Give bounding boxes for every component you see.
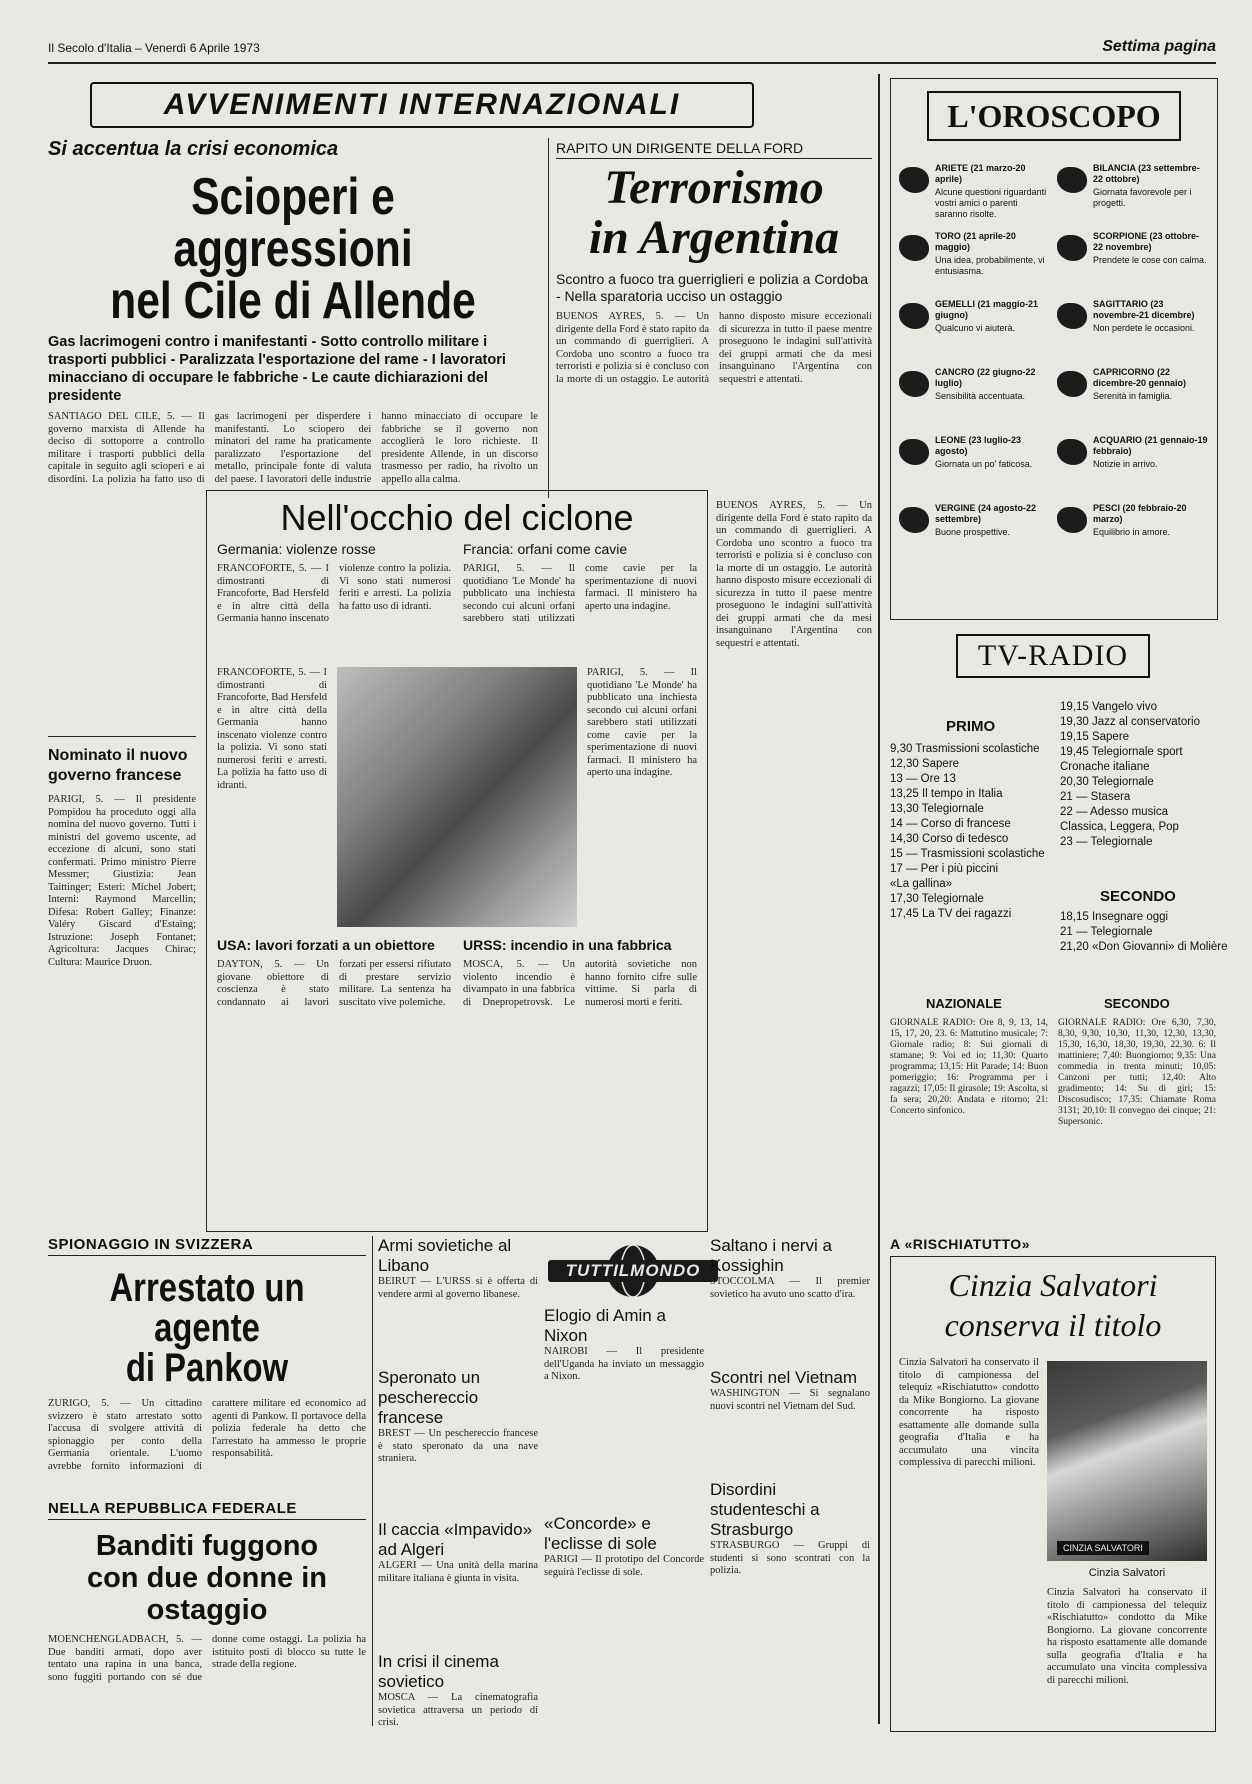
brief-title: Speronato un peschereccio francese [378,1368,481,1427]
argentina-kicker: RAPITO UN DIRIGENTE DELLA FORD [556,140,872,159]
zodiac-icon [1057,303,1087,329]
photo-tag: CINZIA SALVATORI [1057,1541,1149,1555]
sign-name: GEMELLI (21 maggio-21 giugno) [935,299,1039,320]
zodiac-icon [899,371,929,397]
brief-item [710,1236,870,1360]
tvradio-title: TV-RADIO [956,634,1150,678]
tuttilmondo-logo [548,1242,718,1300]
brief-body: WASHINGTON — Si segnalano nuovi scontri nel Vietnam del Sud. [710,1388,870,1412]
sign-text: Equilibrio in amore. [1093,527,1171,537]
usa-title: USA: lavori forzati a un obiettore [217,937,435,953]
argentina-article [556,140,872,461]
rischiatutto-kicker: A «RISCHIATUTTO» [890,1236,1030,1252]
photo-caption: Cinzia Salvatori [1088,1567,1166,1579]
program-item: 15 — Trasmissioni scolastiche [890,848,1045,860]
governo-title: Nominato il nuovo governo francese [48,747,188,784]
argentina-body: BUENOS AYRES, 5. — Un dirigente della Ford è stato rapito da un commando di guerriglieri. A Cordoba uno scontro a fuoco tra terroristi e polizia si è concluso con la morte di un ostaggio. Le autorità hanno disposto misure eccezionali di sicurezza in tutto il paese mentre proseguono le indagini sull'attività dei gruppi armati che da mesi insanguinano l'Argentina con sequestri e attentati. [556,311,872,385]
francia-orfani-body-cont: PARIGI, 5. — Il quotidiano 'Le Monde' ha pubblicato una inchiesta secondo cui alcuni orfani sarebbero stati utilizzati come cavie per la sperimentazione di nuovi farmaci. Il ministero ha aperto una indagine. [587,667,697,778]
cile-title-2: nel Cile di Allende [110,272,476,330]
horoscope-sign [899,367,1051,431]
program-item: 14,30 Corso di tedesco [890,833,1009,845]
horoscope-sign [899,435,1051,499]
brief-item [378,1368,538,1512]
cile-body: SANTIAGO DEL CILE, 5. — Il governo marxista di Allende ha deciso di sottoporre a controllo militare i trasporti pubblici della capitale in seguito agli scioperi e ai disordini. La polizia ha fatto uso di gas lacrimogeni per disperdere i manifestanti. Lo sciopero dei minatori del rame ha praticamente paralizzato l'esportazione del metallo, principale fonte di valuta del paese. I lavoratori delle industrie hanno minacciato di occupare le fabbriche se il governo non accoglierà le loro richieste. Il presidente Allende, in un discorso trasmesso per radio, ha rivolto un appello alla calma. [48,411,538,485]
radio-secondo-label: SECONDO [1104,996,1170,1011]
horoscope-sign [899,231,1051,295]
zodiac-icon [1057,507,1087,533]
radio-secondo-text: GIORNALE RADIO: Ore 6,30, 7,30, 8,30, 9,30, 10,30, 11,30, 12,30, 13,30, 15,30, 16,30, 18,30, 19,30, 22,30. 6: Il mattiniere; 7,40: Buongiorno; 9,35: Una commedia in trenta minuti; 10,05: Canzoni per tutti; 12,40: Alto gradimento; 14: Su di giri; 15: Discosudisco; 17,35: Chiamate Roma 3131; 20,10: Il convegno dei cinque; 21: Supersonic. [1058,1018,1216,1127]
argentina-subtitle: Scontro a fuoco tra guerriglieri e polizia a Cordoba - Nella sparatoria ucciso un ostaggio [556,271,869,304]
rischiatutto-article [890,1236,1216,1732]
sign-text: Prendete le cose con calma. [1093,255,1207,265]
oroscopo-title: L'OROSCOPO [927,91,1181,141]
sign-name: BILANCIA (23 settembre-22 ottobre) [1093,163,1200,184]
program-item: 9,30 Trasmissioni scolastiche [890,743,1040,755]
zodiac-icon [899,439,929,465]
zodiac-icon [1057,371,1087,397]
sign-text: Notizie in arrivo. [1093,459,1158,469]
brief-item [544,1306,704,1506]
spionaggio-article [48,1236,366,1518]
brief-title: Saltano i nervi a Kossighin [710,1236,832,1275]
tvradio-section [890,628,1228,1224]
program-item: 18,15 Insegnare oggi [1060,911,1169,923]
brief-body: ALGERI — Una unità della marina militare italiana è giunta in visita. [378,1560,538,1584]
germania-body: FRANCOFORTE, 5. — I dimostranti di Francoforte, Bad Hersfeld e in altre città della Germania hanno inscenato violenze contro la polizia. Vi sono stati numerosi feriti e arresti. La polizia ha fatto uso di idranti. [217,563,451,624]
sign-name: PESCI (20 febbraio-20 marzo) [1093,503,1187,524]
horoscope-sign [899,163,1051,227]
brief-body: STRASBURGO — Gruppi di studenti si sono scontrati con la polizia. [710,1540,870,1576]
sign-name: TORO (21 aprile-20 maggio) [935,231,1016,252]
spionaggio-body: ZURIGO, 5. — Un cittadino svizzero è stato arrestato sotto l'accusa di svolgere attività di spionaggio per conto della Germania orientale. L'uomo avrebbe fornito informazioni di carattere militare ed economico ad agenti di Pankow. Il portavoce della polizia federale ha detto che l'arrestato ha ammesso le proprie responsabilità. [48,1398,366,1472]
horoscope-sign [1057,231,1209,295]
rischiatutto-title-2: conserva il titolo [944,1307,1162,1343]
brief-body: PARIGI — Il prototipo del Concorde seguirà l'eclisse di sole. [544,1554,704,1578]
brief-item [378,1520,538,1644]
brief-item [378,1652,538,1776]
program-item: 14 — Corso di francese [890,818,1011,830]
secondo-label: SECONDO [1100,888,1176,905]
divider-cile-arg [548,138,549,498]
program-item: 21 — Stasera [1060,791,1131,803]
francia-orfani-title: Francia: orfani come cavie [463,541,628,557]
header-left: Il Secolo d'Italia – Venerdì 6 Aprile 1973 [48,41,260,55]
banditi-title-1: Banditi fuggono [95,1530,319,1562]
horoscope-sign [1057,163,1209,227]
germania-title: Germania: violenze rosse [217,541,376,557]
sign-text: Qualcuno vi aiuterà. [935,323,1016,333]
zodiac-icon [1057,439,1087,465]
brief-item [378,1236,538,1360]
sign-text: Una idea, probabilmente, vi entusiasma. [935,255,1045,276]
brief-body: NAIROBI — Il presidente dell'Uganda ha inviato un messaggio a Nixon. [544,1346,704,1382]
brief-item [710,1368,870,1472]
program-item: 19,15 Sapere [1060,731,1130,743]
zodiac-icon [899,167,929,193]
program-item: 21 — Telegiornale [1060,926,1153,938]
header-rule [48,62,1216,64]
sign-text: Buone prospettive. [935,527,1011,537]
argentina-title-2: in Argentina [588,211,840,264]
sign-text: Giornata favorevole per i progetti. [1093,187,1192,208]
program-item: Cronache italiane [1060,761,1150,773]
zodiac-icon [899,507,929,533]
rischiatutto-body-cont: Cinzia Salvatori ha conservato il titolo di campionessa del telequiz «Rischiatutto» condotto da Mike Bongiorno. La giovane concorrente ha risposto esattamente alle domande sulla geografia d'Italia e ha accumulato una vincita complessiva di parecchi milioni. [1047,1587,1207,1686]
sign-name: SAGITTARIO (23 novembre-21 dicembre) [1093,299,1195,320]
program-item: 17,45 La TV dei ragazzi [890,908,1012,920]
spionaggio-title-1: Arrestato un agente [109,1266,305,1350]
brief-item [710,1480,870,1624]
sign-text: Serenità in famiglia. [1093,391,1173,401]
page-header [48,38,1216,60]
urss-body: MOSCA, 5. — Un violento incendio è divampato in una fabbrica di Dnepropetrovsk. Le autorità sovietiche non hanno fornito cifre sulle vittime. Si parla di numerosi morti e feriti. [463,959,697,1008]
brief-title: Armi sovietiche al Libano [378,1236,512,1275]
sign-name: SCORPIONE (23 ottobre-22 novembre) [1093,231,1200,252]
program-item: 12,30 Sapere [890,758,960,770]
brief-body: STOCCOLMA — Il premier sovietico ha avuto uno scatto d'ira. [710,1276,870,1300]
banditi-body: MOENCHENGLADBACH, 5. — Due banditi armati, dopo aver tentato una rapina in una banca, sono fuggiti portando con sé due donne come ostaggi. La polizia ha istituito posti di blocco su tutte le strade della regione. [48,1634,366,1683]
urss-title: URSS: incendio in una fabbrica [463,937,672,953]
section-banner: AVVENIMENTI INTERNAZIONALI [90,82,754,128]
sign-text: Non perdete le occasioni. [1093,323,1195,333]
argentina-body-cont: BUENOS AYRES, 5. — Un dirigente della Ford è stato rapito da un commando di guerriglieri. A Cordoba uno scontro a fuoco tra terroristi e polizia si è concluso con la morte di un ostaggio. Le autorità hanno disposto misure eccezionali di sicurezza in tutto il paese mentre proseguono le indagini sull'attività dei gruppi armati che da mesi insanguinano l'Argentina con sequestri e attentati. [716,500,872,649]
sign-text: Sensibilità accentuata. [935,391,1026,401]
banditi-kicker: NELLA REPUBBLICA FEDERALE [48,1500,366,1520]
governo-article [48,746,196,1264]
program-item: 19,45 Telegiornale sport [1060,746,1183,758]
banditi-title-2: con due donne in ostaggio [86,1562,328,1626]
tuttilmondo-col-3 [710,1236,870,1632]
tuttilmondo-logo-text: TUTTILMONDO [565,1261,701,1280]
brief-title: In crisi il cinema sovietico [378,1652,499,1691]
header-right: Settima pagina [1102,38,1216,55]
brief-title: Scontri nel Vietnam [710,1368,858,1387]
cile-subtitle: Gas lacrimogeni contro i manifestanti - Sotto controllo militare i trasporti pubblici - Paralizzata l'esportazione del rame - I lavoratori minacciano di occupare le fabbriche - Le caute dichiarazioni del presidente [48,334,506,404]
spionaggio-title-2: di Pankow [125,1346,289,1390]
zodiac-icon [899,235,929,261]
zodiac-icon [899,303,929,329]
governo-body: PARIGI, 5. — Il presidente Pompidou ha proceduto oggi alla nomina del nuovo governo. Tutti i ministri del governo uscente, ad eccezione di alcuni, sono stati confermati. Primo ministro Pierre Messmer; Giustizia: Jean Taittinger; Esteri: Michel Jobert; Interni: Raymond Marcellin; Difesa: Robert Galley; Finanze: Valéry Giscard d'Estaing; Istruzione: Joseph Fontanet; Agricoltura: Jacques Chirac; Cultura: Maurice Druon. [48,794,196,968]
ciclone-box [206,490,708,1232]
brief-title: «Concorde» e l'eclisse di sole [544,1514,657,1553]
riot-photo [337,667,577,927]
argentina-title-1: Terrorismo [604,161,824,214]
sign-name: ACQUARIO (21 gennaio-19 febbraio) [1093,435,1208,456]
program-item: 13 — Ore 13 [890,773,956,785]
banditi-article [48,1500,366,1734]
horoscope-sign [899,503,1051,567]
program-item: 22 — Adesso musica [1060,806,1169,818]
program-item: 13,25 Il tempo in Italia [890,788,1003,800]
sign-text: Giornata un po' faticosa. [935,459,1033,469]
program-item: 23 — Telegiornale [1060,836,1153,848]
spionaggio-kicker: SPIONAGGIO IN SVIZZERA [48,1236,366,1256]
zodiac-icon [1057,167,1087,193]
sign-name: VERGINE (24 agosto-22 settembre) [935,503,1037,524]
zodiac-icon [1057,235,1087,261]
program-item: 19,15 Vangelo vivo [1060,701,1157,713]
cile-title-1: Scioperi e aggressioni [173,168,413,278]
ciclone-title: Nell'occhio del ciclone [280,497,634,538]
sign-name: CAPRICORNO (22 dicembre-20 gennaio) [1093,367,1187,388]
radio-nazionale-label: NAZIONALE [926,996,1002,1011]
brief-title: Elogio di Amin a Nixon [544,1306,666,1345]
oroscopo-box [890,78,1218,620]
brief-title: Il caccia «Impavido» ad Algeri [378,1520,533,1559]
tuttilmondo-section [378,1236,870,1726]
rischiatutto-box [890,1256,1216,1732]
program-item: 17 — Per i più piccini [890,863,999,875]
secondo-list [1060,910,1228,955]
sign-name: LEONE (23 luglio-23 agosto) [935,435,1022,456]
brief-body: BEIRUT — L'URSS si è offerta di vendere armi al governo libanese. [378,1276,538,1300]
germania-body-cont: FRANCOFORTE, 5. — I dimostranti di Francoforte, Bad Hersfeld e in altre città della Germania hanno inscenato violenze contro la polizia. Vi sono stati numerosi feriti e arresti. La polizia ha fatto uso di idranti. [217,667,327,791]
program-item: 17,30 Telegiornale [890,893,984,905]
horoscope-sign [1057,299,1209,363]
sign-text: Alcune questioni riguardanti vostri amici o parenti saranno risolte. [935,187,1047,219]
divider-tuttilmondo [372,1236,373,1726]
usa-body: DAYTON, 5. — Un giovane obiettore di coscienza è stato condannato ai lavori forzati per essersi rifiutato di prestare servizio militare. La sentenza ha suscitato vive polemiche. [217,959,451,1008]
francia-orfani-body: PARIGI, 5. — Il quotidiano 'Le Monde' ha pubblicato una inchiesta secondo cui alcuni orfani sarebbero stati utilizzati come cavie per la sperimentazione di nuovi farmaci. Il ministero ha aperto una indagine. [463,563,697,624]
horoscope-sign [1057,503,1209,567]
rischiatutto-body: Cinzia Salvatori ha conservato il titolo di campionessa del telequiz «Rischiatutto» condotto da Mike Bongiorno. La giovane concorrente ha risposto esattamente alle domande sulla geografia d'Italia e ha accumulato una vincita complessiva di parecchi milioni. [899,1357,1039,1468]
governo-rule [48,736,196,737]
rischiatutto-title-1: Cinzia Salvatori [948,1267,1158,1303]
horoscope-sign [1057,435,1209,499]
program-item: 21,20 «Don Giovanni» di Molière [1060,941,1228,953]
primo-list [890,742,1056,922]
program-item: «La gallina» [890,878,953,890]
radio-nazionale-text: GIORNALE RADIO: Ore 8, 9, 13, 14, 15, 17, 20, 23. 6: Mattutino musicale; 7: Giornale radio; 8: Sui giornali di stamane; 9: Voi ed io; 11,30: Quarto programma; 13,15: Hit Parade; 14: Buon pomeriggio; 16: Programma per i ragazzi; 17,05: Il girasole; 19: Ascolta, si fa sera; 20,20: Andata e ritorno; 21: Concerto sinfonico. [890,1018,1048,1116]
program-item: 13,30 Telegiornale [890,803,984,815]
brief-body: MOSCA — La cinematografia sovietica attraversa un periodo di crisi. [378,1692,538,1728]
horoscope-sign [899,299,1051,363]
brief-item [544,1514,704,1714]
salvatori-photo [1047,1361,1207,1561]
horoscope-sign [1057,367,1209,431]
primo-right-list [1060,700,1216,850]
program-item: 20,30 Telegiornale [1060,776,1154,788]
tuttilmondo-col-1 [378,1236,538,1784]
sign-name: CANCRO (22 giugno-22 luglio) [935,367,1036,388]
sign-name: ARIETE (21 marzo-20 aprile) [935,163,1026,184]
program-item: Classica, Leggera, Pop [1060,821,1179,833]
column-divider [878,74,880,1724]
primo-label: PRIMO [946,718,996,735]
program-item: 19,30 Jazz al conservatorio [1060,716,1200,728]
cile-kicker: Si accentua la crisi economica [48,138,339,160]
brief-body: BREST — Un peschereccio francese è stato speronato da una nave straniera. [378,1428,538,1464]
tuttilmondo-col-2 [544,1306,704,1722]
brief-title: Disordini studenteschi a Strasburgo [710,1480,820,1539]
